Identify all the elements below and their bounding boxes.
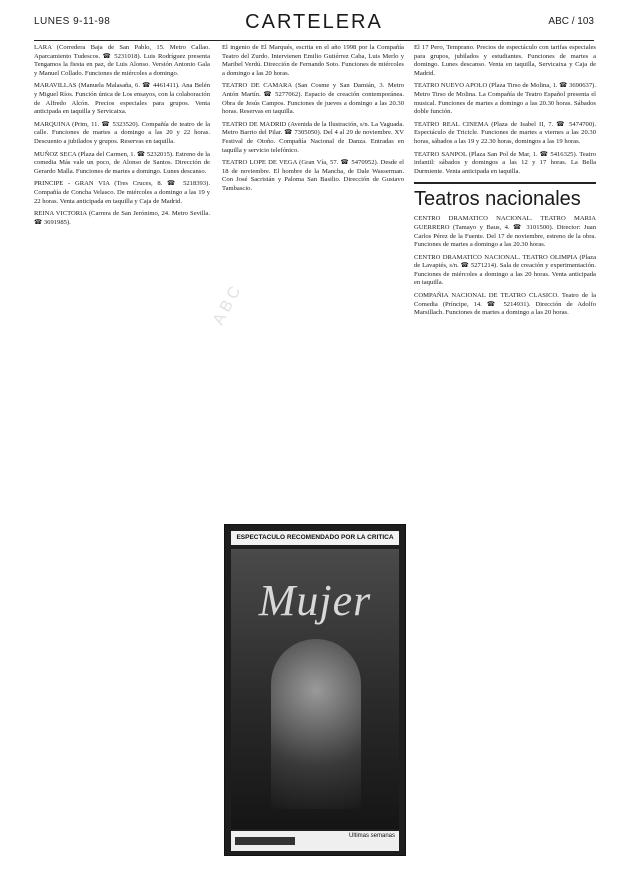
sponsor-logo (235, 837, 295, 845)
listing-entry: El ingenio de El Marqués, escrita en el año 1998 por la Compañía Teatro del Zurdo. Intervienen Emilio Gutiérrez Caba, Luis Merlo y Maribel Verdú. Dirección de Fernando Soto. Funciones de miércoles a domingo a las 20 horas. (222, 44, 404, 77)
listing-entry: TEATRO SANPOL (Plaza San Pol de Mar, 1. ☎ 5416325). Teatro infantil: sábados y domingos a las 12 y 17 horas. La Bella Durmiente. Venta anticipada en taquilla. (414, 150, 596, 175)
ad-footer-text: Ultimas semanas (348, 833, 395, 839)
page-header (34, 11, 594, 41)
listing-entry: PRINCIPE - GRAN VIA (Tres Cruces, 8. ☎ 5218393). Compañía de Concha Velasco. De miércoles a domingo a las 19 y 22 horas. Venta anticipada en taquilla y Caja de Madrid. (34, 180, 210, 205)
listing-entry: TEATRO DE CAMARA (San Cosme y San Damián, 3. Metro Antón Martín. ☎ 5277062). Espacio de creación contemporánea. Obra de Jesús Campos. Funciones de jueves a domingo a las 20.30 horas. Reservas en taquilla. (222, 82, 404, 116)
listing-entry: TEATRO NUEVO APOLO (Plaza Tirso de Molina, 1. ☎ 3690637). Metro Tirso de Molina. La Compañía de Teatro Español presenta el musical. Funciones de martes a domingo a las 20.30 horas. Sábados doble función. (414, 82, 596, 116)
teatros-nacionales-heading: Teatros nacionales (414, 182, 596, 211)
listing-entry: TEATRO REAL CINEMA (Plaza de Isabel II, 7. ☎ 5474700). Espectáculo de Tricicle. Funciones de martes a viernes a las 20.30 horas, sábados a las 19 y 22.30 horas, domingos a las 19 horas. (414, 120, 596, 145)
listing-entry: MARQUINA (Prim, 11. ☎ 5323520). Compañía de teatro de la calle. Funciones de martes a domingo a las 20 y 22 horas. Descuento a jubilados y grupos. Reservas en taquilla. (34, 120, 210, 145)
issue-date: LUNES 9-11-98 (34, 16, 111, 27)
listing-entry: CENTRO DRAMATICO NACIONAL. TEATRO OLIMPIA (Plaza de Lavapiés, s/n. ☎ 5271214). Sala de creación y experimentación. Funciones de miércoles a domingo a las 20 horas. Venta anticipada en taquilla. (414, 253, 596, 287)
listings-column-1 (34, 44, 210, 856)
ad-poster (231, 549, 399, 829)
section-title: CARTELERA (245, 11, 383, 33)
listing-entry: TEATRO DE MADRID (Avenida de la Ilustración, s/n. La Vaguada. Metro Barrio del Pilar. ☎ 7305050). Del 4 al 29 de noviembre. XV Festival de Otoño. Compañía Nacional de Danza. Entradas en taquilla y servicio telefónico. (222, 120, 404, 154)
listing-entry: REINA VICTORIA (Carrera de San Jerónimo, 24. Metro Sevilla. ☎ 3691985). (34, 210, 210, 226)
listing-entry: MUÑOZ SECA (Plaza del Carmen, 1. ☎ 5232015). Estreno de la comedia Más vale un poco, de Alonso de Santos. Dirección de Gerardo Malla. Funciones de martes a domingo. Lunes descanso. (34, 150, 210, 175)
ad-footer (231, 831, 399, 851)
poster-figure-image (271, 639, 361, 809)
advertisement (224, 524, 406, 856)
listing-entry: CENTRO DRAMATICO NACIONAL. TEATRO MARIA GUERRERO (Tamayo y Baus, 4. ☎ 3101500). Director: Juan Carlos Pérez de la Fuente. Del 17 de noviembre, estreno de la obra. Funciones de martes a domingo a las 20.30 horas. (414, 215, 596, 249)
watermark-text: ABC (210, 280, 247, 328)
ad-banner: ESPECTACULO RECOMENDADO POR LA CRITICA (231, 531, 399, 545)
listing-entry: MARAVILLAS (Manuela Malasaña, 6. ☎ 4461411). Ana Belén y Miguel Ríos. Función única de Los ensayos, con la colaboración de Alfredo Alcón. Precios especiales para grupos. Venta anticipada en taquilla y Servicaixa. (34, 82, 210, 116)
listings-column-3 (414, 44, 596, 856)
listings-column-2 (222, 44, 404, 382)
listing-entry: COMPAÑIA NACIONAL DE TEATRO CLASICO. Teatro de la Comedia (Príncipe, 14. ☎ 5214931). Dirección de Adolfo Marsillach. Funciones de martes a domingo a las 20 horas. (414, 292, 596, 317)
ad-title: Mujer (258, 576, 372, 625)
listing-entry: TEATRO LOPE DE VEGA (Gran Vía, 57. ☎ 5470952). Desde el 18 de noviembre. El hombre de la Mancha, de Dale Wasserman. Con José Sacristán y Paloma San Basilio. Dirección de Gustavo Tambascio. (222, 159, 404, 192)
listing-entry: El 17 Pero, Temprano. Precios de espectáculo con tarifas especiales para grupos, jubilados y estudiantes. Funciones de martes a domingo. Lunes descanso. Venta en taquilla, Servicaixa y Caja de Madrid. (414, 44, 596, 77)
listing-entry: LARA (Corredera Baja de San Pablo, 15. Metro Callao. Aparcamiento Tudescos. ☎ 5231018). Luis Rodríguez presenta Tengamos la fiesta en paz, de Luis Alonso. Versión Antonio Gala y Manuel Collado. Funciones de miércoles a domingo. (34, 44, 210, 77)
page-number: ABC / 103 (548, 16, 594, 27)
